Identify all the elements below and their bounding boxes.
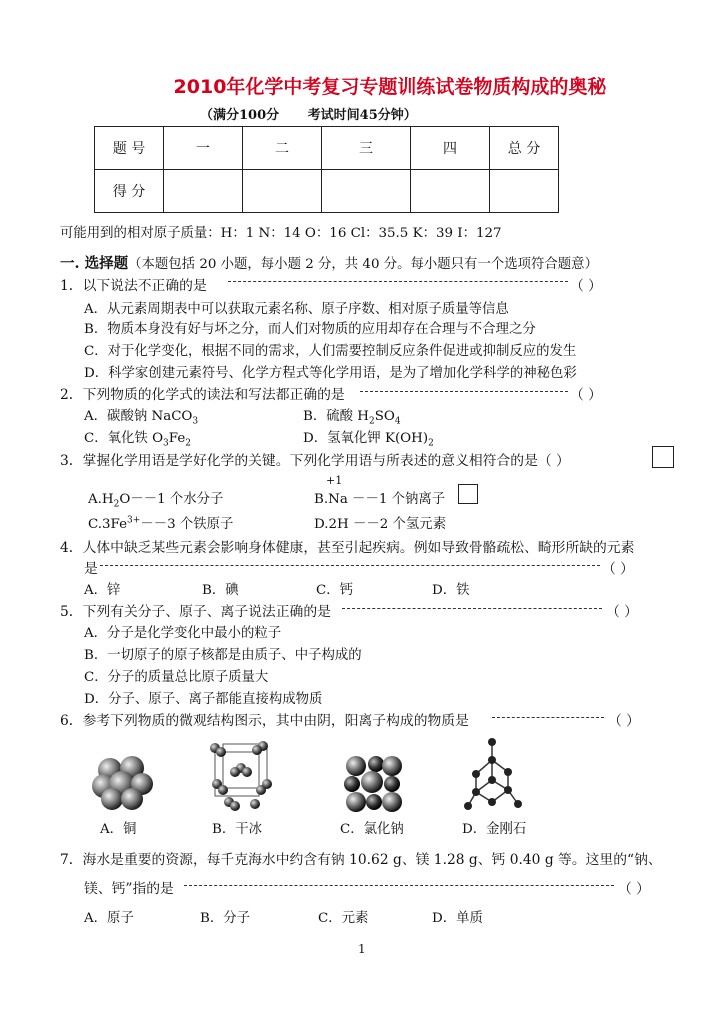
q3-option-a: $A.H_2O--1$ 个水分子	[88, 492, 224, 510]
exam-subtitle	[200, 104, 441, 123]
score-cell[interactable]	[490, 170, 559, 213]
page-number: 1	[358, 942, 366, 956]
q4-option-c: C．钙	[316, 583, 354, 598]
dash-leader	[492, 717, 604, 718]
answer-parentheses[interactable]: （ ）	[606, 604, 638, 620]
score-header-cell: 题 号	[95, 127, 164, 170]
question-4-stem-cont: 是	[84, 561, 98, 577]
section-description: （本题包括 20 小题，每小题 2 分，共 40 分。每小题只有一个选项符合题意）	[128, 257, 598, 272]
question-2-stem: 2．下列物质的化学式的读法和写法都正确的是	[60, 387, 345, 403]
answer-box[interactable]	[458, 484, 478, 504]
answer-box[interactable]	[652, 446, 674, 468]
section-heading	[60, 252, 598, 273]
q2-option-a: A．碳酸钠 NaCO$_3$	[84, 409, 199, 427]
question-1-stem: 1．以下说法不正确的是	[60, 278, 207, 294]
score-row-label: 得 分	[95, 170, 164, 213]
question-3-stem: 3．掌握化学用语是学好化学的关键。下列化学用语与所表述的意义相符合的是（ ）	[60, 453, 570, 469]
dash-leader	[360, 391, 568, 392]
question-4-stem: 4．人体中缺乏某些元素会影响身体健康，甚至引起疾病。例如导致骨骼疏松、畸形所缺的元素	[60, 540, 635, 556]
diamond-structure-image	[462, 736, 526, 816]
answer-parentheses[interactable]: （ ）	[608, 713, 640, 729]
dash-leader	[342, 608, 602, 609]
q6-option-d: D．金刚石	[462, 822, 527, 837]
full-score-text: （满分100分	[200, 108, 280, 123]
section-label: 一. 选择题	[60, 255, 129, 272]
q6-option-c: C．氯化钠	[340, 822, 404, 837]
q2-option-b: B．硫酸 $H_2SO_4$	[303, 409, 401, 427]
score-table-header-row	[95, 127, 559, 170]
score-cell[interactable]	[411, 170, 490, 213]
q7-option-a: A．原子	[84, 911, 134, 926]
q7-option-c: C．元素	[318, 911, 369, 926]
q1-option-b: B．物质本身没有好与坏之分，而人们对物质的应用却存在合理与不合理之分	[84, 322, 536, 337]
q4-option-a: A．锌	[84, 583, 121, 598]
question-7-stem: 7．海水是重要的资源，每千克海水中约含有钠 10.62 g、镁 1.28 g、钙 0.40 g 等。这里的“钠、	[60, 852, 662, 868]
dash-leader	[228, 281, 568, 282]
q7-option-b: B．分子	[200, 911, 251, 926]
score-header-cell: 二	[243, 127, 322, 170]
dry-ice-structure-image	[205, 738, 275, 814]
answer-parentheses[interactable]: （ ）	[570, 278, 602, 294]
q5-option-b: B．一切原子的原子核都是由质子、中子构成的	[84, 648, 362, 663]
q3-option-c: $C.3Fe^{3+}--3$ 个铁原子	[88, 515, 234, 532]
dash-leader	[100, 565, 600, 566]
score-table-score-row	[95, 170, 559, 213]
answer-parentheses[interactable]: （ ）	[618, 881, 650, 897]
q3-option-b: B.Na －－1 个钠离子	[314, 492, 446, 507]
score-header-cell: 三	[322, 127, 411, 170]
score-header-cell: 一	[164, 127, 243, 170]
q5-option-d: D．分子、原子、离子都能直接构成物质	[84, 692, 323, 707]
q5-option-c: C．分子的质量总比原子质量大	[84, 670, 269, 685]
q6-option-b: B．干冰	[212, 822, 263, 837]
copper-structure-image	[92, 752, 154, 812]
dash-leader	[184, 885, 614, 886]
score-table	[94, 126, 559, 213]
page-title: 2010年化学中考复习专题训练试卷物质构成的奥秘	[173, 76, 607, 98]
q3-option-d: D.2H －－2 个氢元素	[314, 517, 447, 532]
q5-option-a: A．分子是化学变化中最小的粒子	[84, 626, 282, 641]
question-7-stem-cont: 镁、钙”指的是	[84, 881, 174, 897]
q6-option-a: A．铜	[100, 822, 137, 837]
q1-option-d: D．科学家创建元素符号、化学方程式等化学用语，是为了增加化学科学的神秘色彩	[84, 366, 577, 381]
atomic-masses: 可能用到的相对原子质量：H：1 N：14 O：16 Cl：35.5 K：39 I：127	[60, 226, 502, 241]
answer-parentheses[interactable]: （ ）	[570, 387, 602, 403]
q2-option-c: C．氧化铁 $O_3Fe_2$	[84, 431, 191, 449]
score-cell[interactable]	[243, 170, 322, 213]
score-cell[interactable]	[322, 170, 411, 213]
q1-option-c: C．对于化学变化，根据不同的需求，人们需要控制反应条件促进或抑制反应的发生	[84, 344, 577, 359]
sodium-chloride-structure-image	[340, 752, 406, 814]
q4-option-d: D．铁	[432, 583, 470, 598]
score-cell[interactable]	[164, 170, 243, 213]
q4-option-b: B．碘	[202, 583, 239, 598]
answer-parentheses[interactable]: （ ）	[602, 561, 634, 577]
exam-time-text: 考试时间45分钟）	[307, 108, 417, 123]
score-header-cell: 总 分	[490, 127, 559, 170]
q1-option-a: A．从元素周期表中可以获取元素名称、原子序数、相对原子质量等信息	[84, 302, 509, 317]
q2-option-d: D．氢氧化钾 $K(OH)_2$	[303, 431, 434, 449]
question-5-stem: 5．下列有关分子、原子、离子说法正确的是	[60, 604, 331, 620]
q3-option-b-charge: +1	[326, 474, 343, 487]
q7-option-d: D．单质	[432, 911, 483, 926]
question-6-stem: 6．参考下列物质的微观结构图示，其中由阴，阳离子构成的物质是	[60, 713, 469, 729]
score-header-cell: 四	[411, 127, 490, 170]
